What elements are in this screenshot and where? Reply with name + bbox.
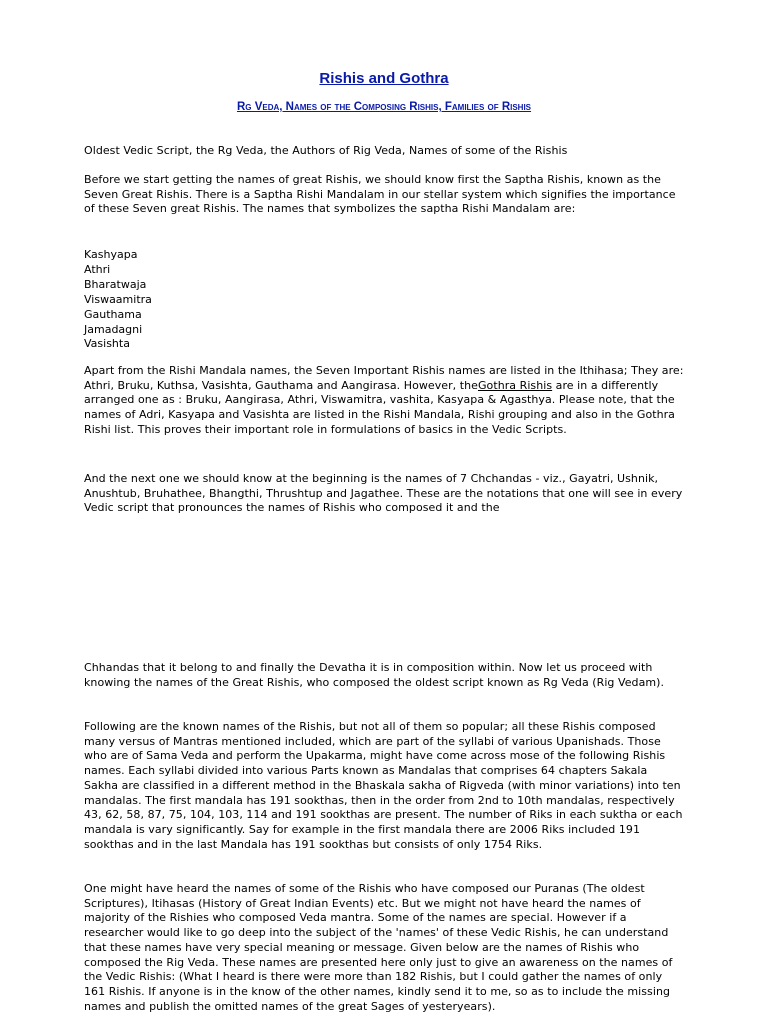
- list-item: Kashyapa: [84, 248, 138, 261]
- paragraph-chchandas: And the next one we should know at the beginning is the names of 7 Chchandas - viz., Gayatri, Ushnik, Anushtub, Bruhathee, Bhangthi, Thrushtup and Jagathee. These are the notations that one will see in every Vedic script that pronounces the names of Rishis who composed it and the: [84, 472, 683, 515]
- paragraph-text: Apart from the Rishi Mandala names, the Seven Important Rishis names are listed in the Ithihasa; They are: Athri, Bruku, Kuthsa, Vasishta, Gauthama and Aangirasa. However, the: [84, 364, 684, 392]
- list-item: Bharatwaja: [84, 277, 147, 291]
- paragraph-text: are in a differently arranged one as : Bruku, Aangirasa, Athri, Viswamitra, vashita, Kasyapa & Agasthya. Please note, that the names of Adri, Kasyapa and Vasishta are listed in the Rishi Mandala, Rishi grouping and also in the Gothra Rishi list. This proves their important role in formulations of basics in the Vedic Scripts.: [84, 378, 675, 436]
- paragraph-rig-veda-names: One might have heard the names of some of the Rishis who have composed our Puranas (The oldest Scriptures), Itihasas (History of Great Indian Events) etc. But we might not have heard the names of majority of the Rishies who composed Veda mantra. Some of the names are special. However if a researcher would like to go deep into the subject of the 'names' of these Vedic Rishis, he can understand that these names have very special meaning or message. Given below are the names of Rishis who composed the Rig Veda. These names are presented here only just to give an awareness on the names of the Vedic Rishis: (What I heard is there were more than 182 Rishis, but I could gather the names of only 161 Rishis. If anyone is in the know of the other names, kindly send it to me, so as to include the missing names and publish the omitted names of the great Sages of yesteryears).: [84, 882, 673, 1013]
- gothra-rishis-link[interactable]: Gothra Rishis: [477, 378, 553, 392]
- list-item: Gauthama: [84, 307, 142, 321]
- paragraph-ithihasa: [84, 364, 684, 438]
- paragraph-saptha-rishis: Before we start getting the names of great Rishis, we should know first the Saptha Rishis, known as the Seven Great Rishis. There is a Saptha Rishi Mandalam in our stellar system which signifies the importance of these Seven great Rishis. The names that symbolizes the saptha Rishi Mandalam are:: [84, 173, 676, 216]
- page-subtitle[interactable]: Rg Veda, Names of the Composing Rishis, Families of Rishis: [236, 101, 532, 113]
- list-item: Viswaamitra: [84, 292, 152, 306]
- paragraph-chhandas: Chhandas that it belong to and finally the Devatha it is in composition within. Now let us proceed with knowing the names of the Great Rishis, who composed the oldest script known as Rg Veda (Rig Vedam).: [84, 661, 665, 689]
- intro-line: Oldest Vedic Script, the Rg Veda, the Authors of Rig Veda, Names of some of the Rishis: [84, 144, 568, 157]
- list-item: Athri: [84, 262, 111, 276]
- rishi-list: [84, 248, 152, 352]
- paragraph-mandalas: Following are the known names of the Rishis, but not all of them so popular; all these Rishis composed many versus of Mantras mentioned included, which are part of the syllabi of various Upanishads. Those who are of Sama Veda and perform the Upakarma, might have come across mose of the following Rishis names. Each syllabi divided into various Parts known as Mandalas that comprises 64 chapters Sakala Sakha are classified in a different method in the Bhaskala sakha of Rigveda (with minor variations) into ten mandalas. The first mandala has 191 sookthas, then in the order from 2nd to 10th mandalas, respectively 43, 62, 58, 87, 75, 104, 103, 114 and 191 sookthas are present. The number of Riks in each suktha or each mandala is vary significantly. Say for example in the first mandala there are 2006 Riks included 191 sookthas and in the last Mandala has 191 sookthas but consists of only 1754 Riks.: [84, 720, 683, 851]
- list-item: Jamadagni: [84, 322, 143, 336]
- list-item: Vasishta: [84, 337, 130, 351]
- page-title[interactable]: Rishis and Gothra: [319, 70, 449, 87]
